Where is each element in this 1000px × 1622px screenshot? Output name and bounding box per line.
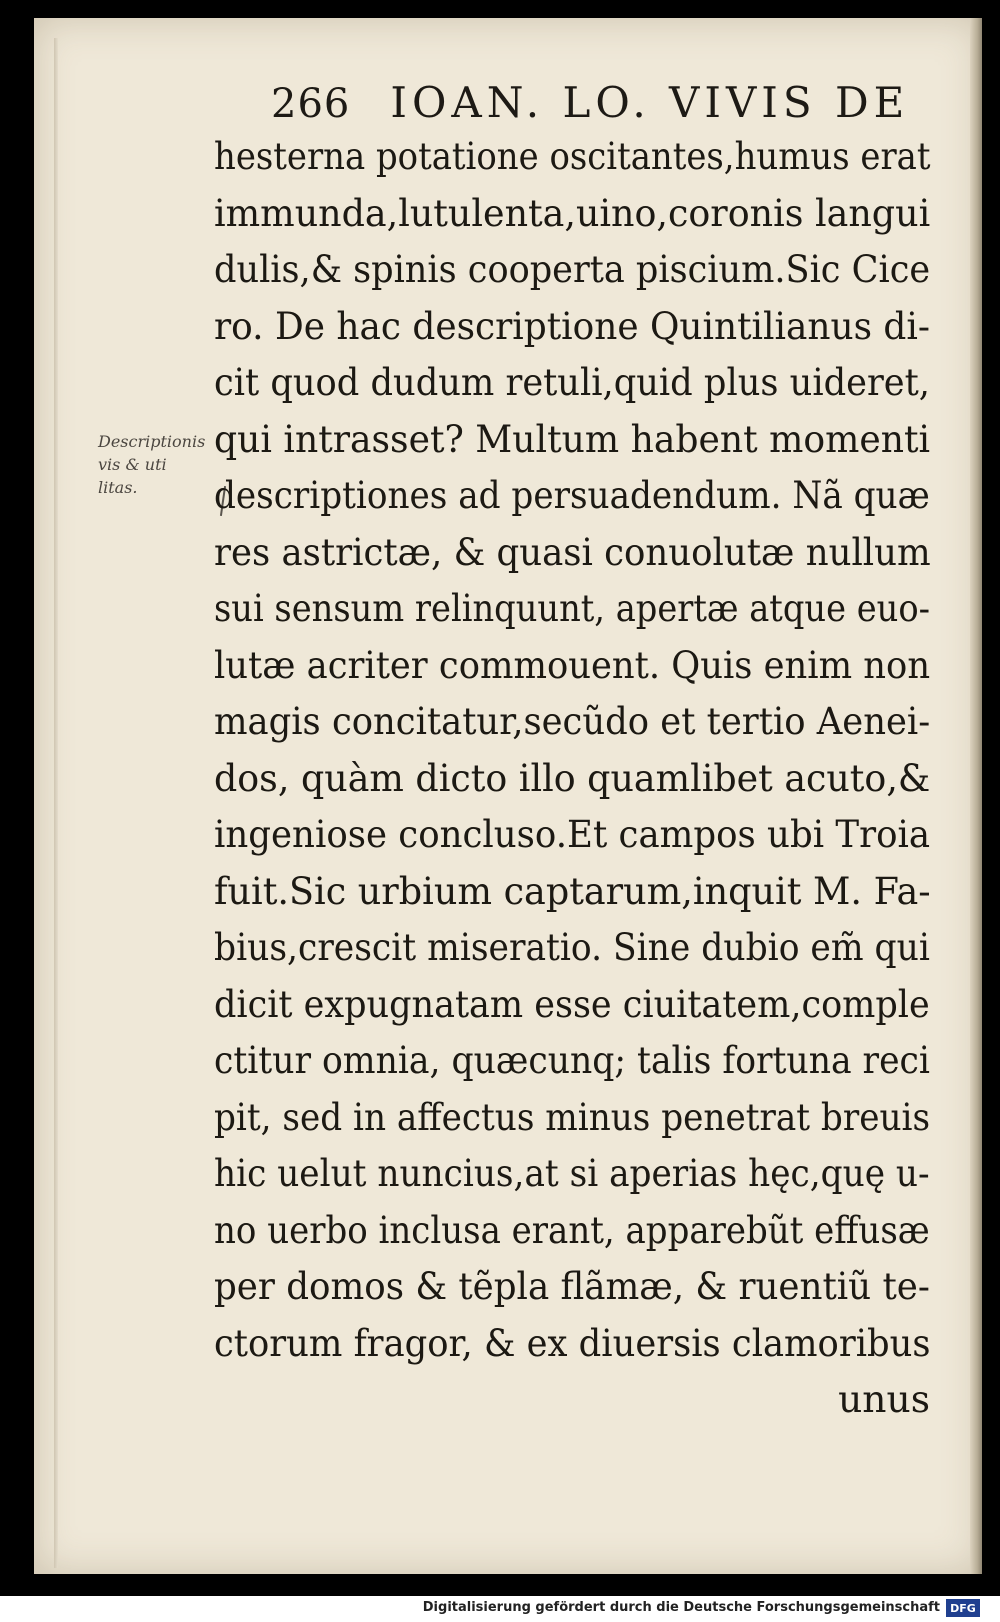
marginal-note-line: litas.: [98, 478, 138, 497]
page-gutter-line: [54, 38, 58, 1568]
text-line: ro. De hac descriptione Quintilianus di-: [214, 303, 930, 348]
dfg-logo-icon: DFG: [946, 1599, 980, 1617]
body-text: [214, 128, 970, 1428]
text-line: ctitur omnia, quæcunq; talis fortuna reci: [214, 1038, 930, 1082]
text-line: dos, quàm dicto illo quamlibet acuto,&: [214, 755, 931, 800]
text-line: ingeniose concluso.Et campos ubi Troia: [214, 812, 931, 856]
running-head: IOAN. LO. VIVIS DE: [390, 78, 910, 127]
footer-bar: [0, 1596, 1000, 1622]
text-line: res astrictæ, & quasi conuolutæ nullum: [214, 529, 931, 574]
marginal-note-line: Descriptionis: [98, 432, 206, 451]
text-line: no uerbo inclusa erant, apparebũt effusæ: [214, 1207, 930, 1252]
text-line: descriptiones ad persuadendum. Nã quæ: [214, 473, 930, 517]
text-line: dicit expugnatam esse ciuitatem,comple: [214, 981, 930, 1026]
text-line: hic uelut nuncius,at si aperias hęc,quę u-: [214, 1151, 930, 1195]
text-line: qui intrasset? Multum habent momenti: [214, 416, 931, 461]
text-line: bius,crescit miseratio. Sine dubio em̃ qui: [214, 925, 930, 969]
page-edge-shadow: [970, 18, 982, 1574]
text-line: fuit.Sic urbium captarum,inquit M. Fa-: [214, 868, 931, 913]
text-line: lutæ acriter commouent. Quis enim non: [214, 642, 931, 687]
text-line: cit quod dudum retuli,quid plus uideret,: [214, 360, 930, 404]
text-line: sui sensum relinquunt, apertæ atque euo-: [214, 586, 930, 630]
catchword: unus: [838, 1377, 930, 1421]
text-line: pit, sed in affectus minus penetrat breuis: [214, 1094, 931, 1139]
marginal-note-line: vis & uti: [98, 455, 167, 474]
funding-credit: Digitalisierung gefördert durch die Deutsche Forschungsgemeinschaft: [422, 1600, 940, 1615]
page-number: 266: [271, 81, 351, 127]
text-line: ctorum fragor, & ex diuersis clamoribus: [214, 1320, 931, 1365]
text-line: per domos & tẽpla flãmæ, & ruentiũ te-: [214, 1264, 930, 1308]
text-line: dulis,& spinis cooperta piscium.Sic Cice: [214, 247, 931, 291]
text-line: hesterna potatione oscitantes,humus erat: [214, 134, 931, 178]
text-line: magis concitatur,secũdo et tertio Aenei-: [214, 699, 931, 743]
text-line: immunda,lutulenta,uino,coronis langui: [214, 190, 931, 235]
